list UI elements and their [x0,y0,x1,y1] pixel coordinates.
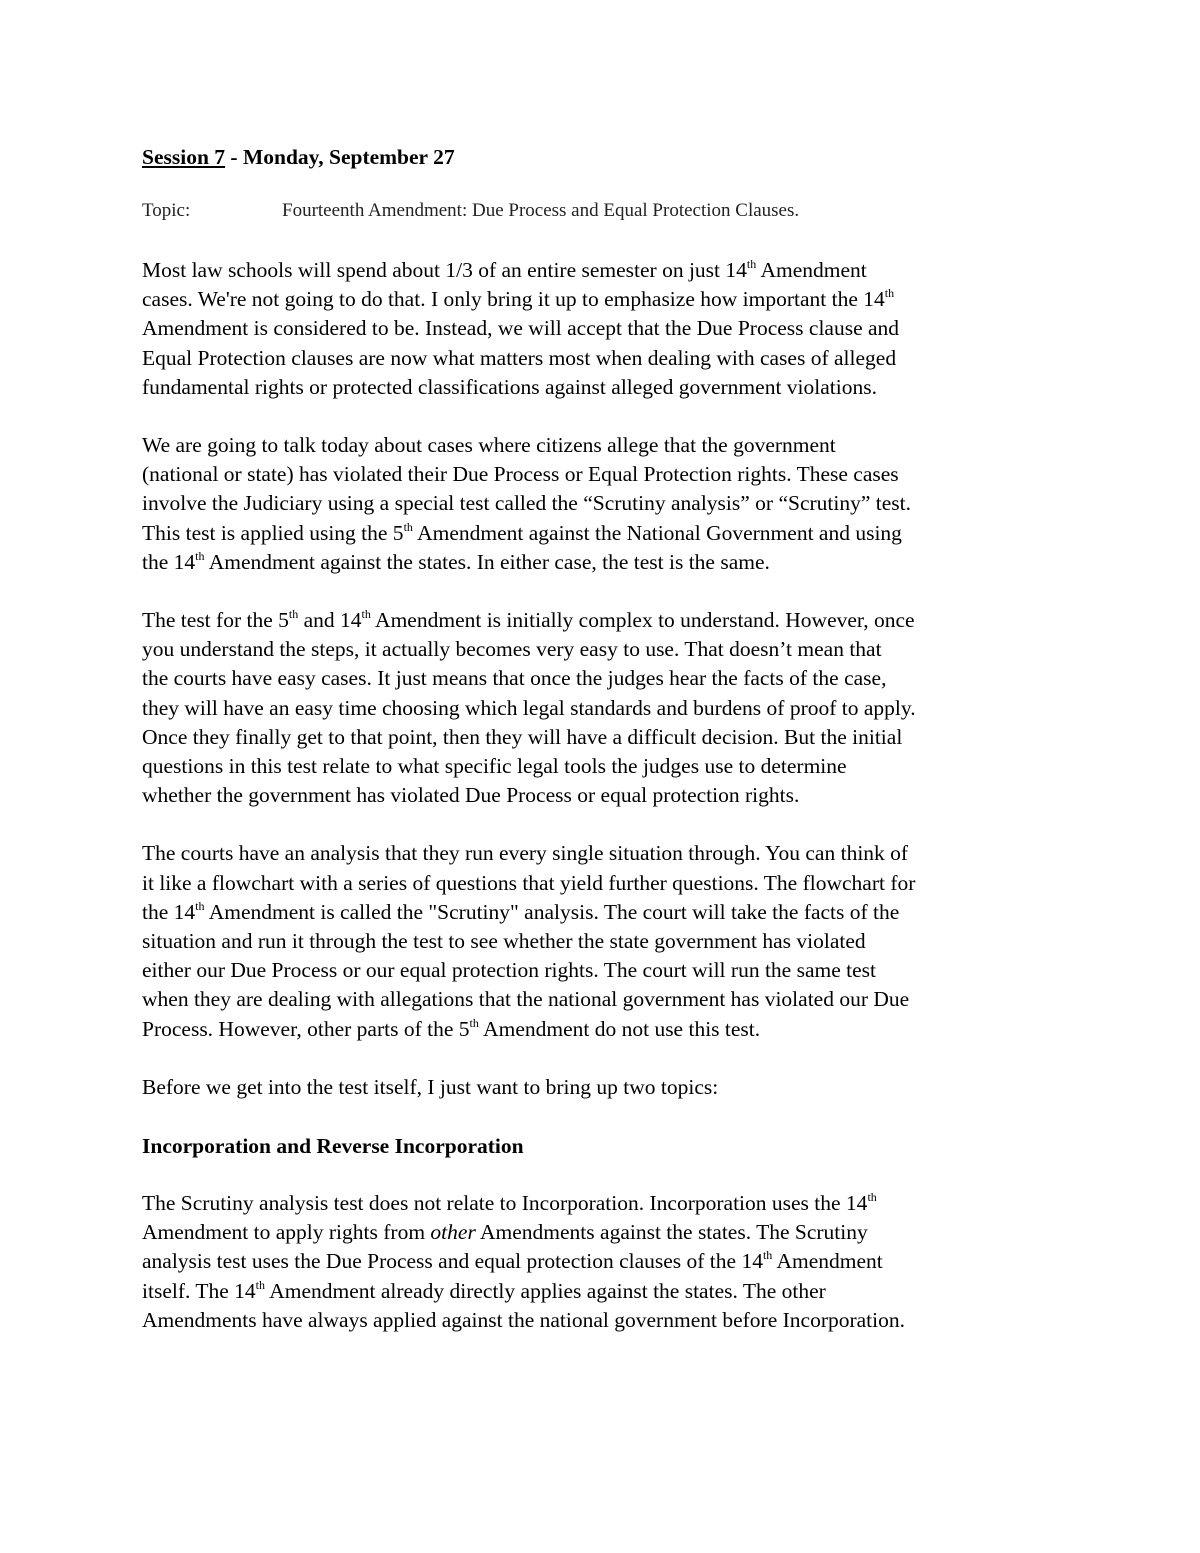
superscript: th [746,257,757,271]
text-line [142,606,1072,635]
text-run: Amendment against the National Government and using [412,520,902,545]
paragraph-scrutiny-intro [142,431,1072,577]
session-date: Monday, September 27 [242,145,455,169]
text-run: The Scrutiny analysis test does not relate to Incorporation. Incorporation uses the 14 [142,1191,868,1216]
text-line: questions in this test relate to what specific legal tools the judges use to determine [142,754,847,779]
text-run: Amendment already directly applies against the states. The other [265,1278,826,1303]
text-run: itself. The 14 [142,1278,256,1303]
text-line: The courts have an analysis that they run every single situation through. You can think of [142,841,909,866]
text-run: The test for the 5 [142,608,289,633]
text-line: (national or state) has violated their Due Process or Equal Protection rights. These cases [142,462,899,487]
text-line: situation and run it through the test to see whether the state government has violated [142,929,866,954]
section-heading: Incorporation and Reverse Incorporation [142,1134,524,1159]
text-run: the 14 [142,899,196,924]
text-run: Amendment [756,258,867,282]
text-run: Amendment [772,1249,883,1274]
text-line [142,1218,1072,1247]
text-run: This test is applied using the 5 [142,520,404,545]
superscript: th [469,1015,479,1030]
text-line [142,1247,1072,1276]
superscript: th [195,898,205,913]
superscript: th [255,1277,265,1292]
topic-label: Topic: [142,200,191,221]
paragraph-two-topics [142,1073,1072,1102]
text-line: Once they finally get to that point, then they will have a difficult decision. But the initial [142,724,903,749]
text-run: Amendment to apply rights from [142,1220,431,1245]
superscript: th [361,607,371,622]
text-line [142,548,1072,577]
text-line [142,898,1072,927]
paragraph-test-complexity [142,606,1072,810]
superscript: th [195,548,205,563]
emphasis: other [430,1220,476,1245]
text-line: Amendments have always applied against the national government before Incorporation. [142,1307,905,1332]
text-run: Most law schools will spend about 1/3 of an entire semester on just 14 [142,258,747,282]
document-page [142,142,1072,1364]
text-run: Amendment is initially complex to understand. However, once [370,608,915,633]
text-run: analysis test uses the Due Process and equal protection clauses of the 14 [142,1249,763,1274]
text-line: either our Due Process or our equal protection rights. The court will run the same test [142,958,876,983]
text-run: Amendments against the states. The Scrutiny [475,1220,868,1245]
text-line [142,1189,1072,1218]
topic-value: Fourteenth Amendment: Due Process and Equal Protection Clauses. [282,200,800,221]
text-run: Amendment is called the "Scrutiny" analysis. The court will take the facts of the [204,899,900,924]
superscript: th [884,286,895,301]
superscript: th [762,1248,773,1263]
text-line: Before we get into the test itself, I just want to bring up two topics: [142,1074,719,1099]
text-run: Amendment do not use this test. [478,1016,761,1041]
text-line: the courts have easy cases. It just means that once the judges hear the facts of the case, [142,666,887,691]
text-line: when they are dealing with allegations that the national government has violated our Due [142,987,910,1012]
text-line [142,1015,1072,1044]
text-line: involve the Judiciary using a special test called the “Scrutiny analysis” or “Scrutiny” test. [142,491,912,516]
superscript: th [867,1190,877,1205]
text-run: and 14 [298,608,362,633]
paragraph-incorporation [142,1189,1072,1335]
text-line [142,285,1072,314]
text-line: they will have an easy time choosing which legal standards and burdens of proof to apply. [142,695,916,720]
text-line: We are going to talk today about cases where citizens allege that the government [142,433,836,458]
text-line: Amendment is considered to be. Instead, we will accept that the Due Process clause and [142,316,900,341]
text-line: Equal Protection clauses are now what matters most when dealing with cases of alleged [142,345,897,370]
topic-row [142,196,1072,226]
text-run: Amendment against the states. In either case, the test is the same. [204,549,770,574]
paragraph-flowchart [142,839,1072,1043]
session-label: Session 7 [142,145,226,169]
paragraph-intro [142,256,1072,402]
text-run: the 14 [142,549,196,574]
superscript: th [403,519,413,534]
text-line [142,256,1072,285]
text-line: you understand the steps, it actually becomes very easy to use. That doesn’t mean that [142,637,882,662]
text-line: whether the government has violated Due Process or equal protection rights. [142,783,800,808]
text-line [142,519,1072,548]
text-line: it like a flowchart with a series of questions that yield further questions. The flowchart for [142,870,916,895]
superscript: th [288,607,299,622]
text-line [142,1277,1072,1306]
text-run: Process. However, other parts of the 5 [142,1016,470,1041]
text-run: cases. We're not going to do that. I only bring it up to emphasize how important the 14 [142,287,885,312]
session-heading [142,142,1072,172]
text-line: fundamental rights or protected classifications against alleged government violations. [142,374,877,399]
session-separator: - [225,145,243,169]
